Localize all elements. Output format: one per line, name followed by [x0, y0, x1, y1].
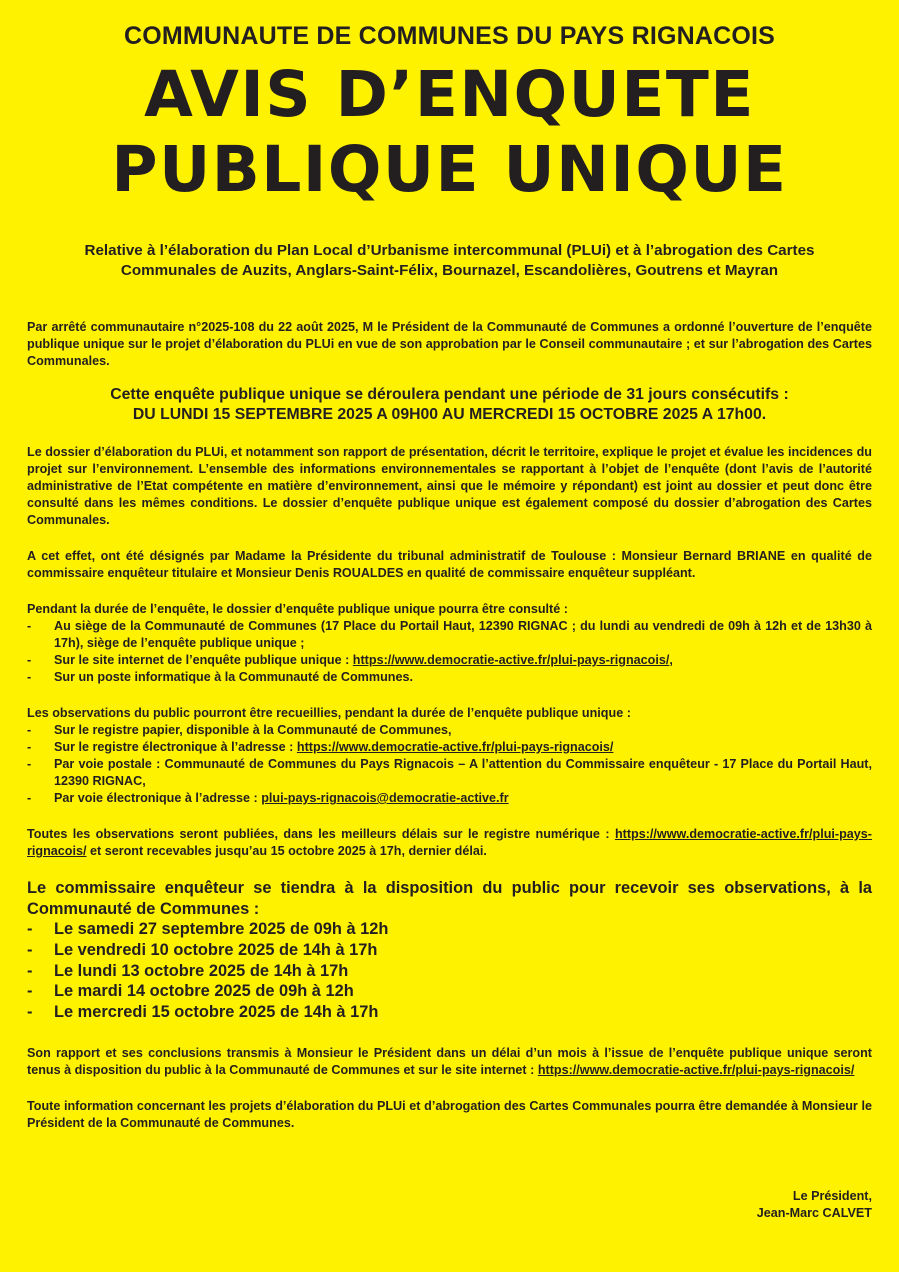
list-dash: - [27, 982, 33, 1001]
consultation-website-suffix: , [669, 653, 673, 667]
publication-link[interactable]: https://www.democratie-active.fr/plui-pays-rignacois/ [27, 827, 872, 858]
period-line-1: Cette enquête publique unique se déroulera pendant une période de 31 jours consécutifs : [110, 386, 789, 403]
consultation-item-computer: Sur un poste informatique à la Communauté de Communes. [54, 670, 413, 684]
title-line-2: PUBLIQUE UNIQUE [111, 133, 788, 206]
list-dash: - [27, 920, 33, 938]
consultation-intro: Pendant la durée de l’enquête, le dossier d’enquête publique unique pourra être consulté : [27, 602, 568, 616]
consultation-section [27, 601, 872, 686]
list-item [27, 669, 872, 686]
period-line-2: DU LUNDI 15 SEPTEMBRE 2025 A 09H00 AU MERCREDI 15 OCTOBRE 2025 A 17h00. [132, 406, 767, 423]
permanence-item [27, 981, 872, 1002]
list-item [27, 756, 872, 790]
consultation-website-link[interactable]: https://www.democratie-active.fr/plui-pays-rignacois/ [352, 653, 670, 667]
consultation-website-label: Sur le site internet de l’enquête publique unique : [54, 653, 353, 667]
list-item [27, 739, 872, 756]
observations-intro: Les observations du public pourront être recueillies, pendant la durée de l’enquête publique unique : [27, 706, 631, 720]
consultation-item-website [54, 652, 872, 669]
intro-paragraph: Par arrêté communautaire n°2025-108 du 22 août 2025, M le Président de la Communauté de Communes a ordonné l’ouverture de l’enquête publique unique sur le projet d’élaboration du PLUi en vue de son approbation par le Conseil communautaire ; et sur l’abrogation des Cartes Communales. [27, 320, 872, 368]
list-item [27, 722, 872, 739]
electronic-register-label: Sur le registre électronique à l’adresse : [54, 740, 297, 754]
permanence-date: Le mardi 14 octobre 2025 de 09h à 12h [54, 982, 354, 1001]
information-paragraph: Toute information concernant les projets d’élaboration du PLUi et d’abrogation des Cartes Communales pourra être demandée à Monsieur le Président de la Communauté de Communes. [27, 1098, 872, 1130]
list-dash: - [27, 670, 32, 684]
subtitle-line-1: Relative à l’élaboration du Plan Local d’Urbanisme intercommunal (PLUi) et à l’abrogation des Cartes [84, 242, 815, 259]
email-link[interactable]: plui-pays-rignacois@democratie-active.fr [261, 791, 509, 805]
consultation-item-seat: Au siège de la Communauté de Communes (17 Place du Portail Haut, 12390 RIGNAC ; du lundi au vendredi de 09h à 12h et de 13h30 à 17h), siège de l’enquête publique unique ; [54, 619, 872, 650]
observations-item-email [54, 790, 872, 807]
report-text: Son rapport et ses conclusions transmis à Monsieur le Président dans un délai d’un mois à l’issue de l’enquête publique unique seront tenus à disposition du public à la Communauté de Communes et sur le site internet : [27, 1045, 872, 1077]
list-dash: - [27, 740, 32, 754]
permanence-date: Le mercredi 15 octobre 2025 de 14h à 17h [54, 1003, 379, 1022]
list-dash: - [27, 961, 33, 980]
email-label: Par voie électronique à l’adresse : [54, 791, 262, 805]
commissioners-paragraph: A cet effet, ont été désignés par Madame la Présidente du tribunal administratif de Toulouse : Monsieur Bernard BRIANE en qualité de commissaire enquêteur titulaire et Monsieur Denis ROUALDES en qualité de commissaire enquêteur suppléant. [27, 549, 872, 580]
observations-item-postal: Par voie postale : Communauté de Communes du Pays Rignacois – A l’attention du Commissaire enquêteur - 17 Place du Portail Haut, 12390 RIGNAC, [54, 757, 872, 788]
dossier-paragraph: Le dossier d’élaboration du PLUi, et notamment son rapport de présentation, décrit le territoire, explique le projet et évalue les incidences du projet sur l’environnement. L’ensemble des informations environnementales se rapportant à l’objet de l’enquête (dont l’avis de l’autorité administrative de l’Etat compétente en matière d’environnement, ainsi que le mémoire y répondant) est joint au dossier et peut donc être consulté dans les mêmes conditions. Le dossier d’enquête publique unique est également composé du dossier d’abrogation des Cartes Communales. [27, 445, 872, 527]
list-dash: - [27, 653, 32, 667]
subtitle-line-2: Communales de Auzits, Anglars-Saint-Félix, Bournazel, Escandolières, Goutrens et Mayran [120, 262, 779, 279]
list-item [27, 790, 872, 807]
title-line-1: AVIS D’ENQUETE [144, 58, 755, 131]
list-dash: - [27, 940, 33, 959]
list-dash: - [27, 1003, 33, 1022]
list-item [27, 618, 872, 652]
notice-title [27, 57, 872, 207]
observations-item-paper: Sur le registre papier, disponible à la Communauté de Communes, [54, 723, 452, 737]
observations-item-electronic-register [54, 739, 872, 756]
permanence-item [27, 961, 872, 982]
report-link[interactable]: https://www.democratie-active.fr/plui-pays-rignacois/ [537, 1062, 855, 1077]
signature-role: Le Président, [792, 1189, 872, 1203]
publication-text: Toutes les observations seront publiées, dans les meilleurs délais sur le registre numérique : [27, 827, 615, 841]
permanence-item [27, 1002, 872, 1023]
publication-paragraph [27, 826, 872, 860]
list-dash: - [27, 791, 32, 805]
signature-block [757, 1188, 872, 1222]
permanence-date: Le vendredi 10 octobre 2025 de 14h à 17h [54, 940, 378, 959]
list-dash: - [27, 619, 32, 633]
report-paragraph [27, 1045, 872, 1079]
permanence-item [27, 940, 872, 961]
notice-subtitle [27, 241, 872, 281]
permanence-date: Le lundi 13 octobre 2025 de 14h à 17h [54, 961, 349, 980]
signature-name: Jean-Marc CALVET [756, 1206, 872, 1220]
permanence-date: Le samedi 27 septembre 2025 de 09h à 12h [54, 920, 389, 938]
electronic-register-link[interactable]: https://www.democratie-active.fr/plui-pays-rignacois/ [296, 740, 614, 754]
list-item [27, 652, 872, 669]
list-dash: - [27, 723, 32, 737]
permanences-list [27, 919, 872, 1023]
observations-section [27, 705, 872, 807]
inquiry-period [27, 385, 872, 425]
permanences-section [27, 878, 872, 1023]
list-dash: - [27, 757, 32, 771]
organization-name: COMMUNAUTE DE COMMUNES DU PAYS RIGNACOIS [123, 22, 776, 50]
permanence-item [27, 919, 872, 940]
permanences-intro: Le commissaire enquêteur se tiendra à la disposition du public pour recevoir ses observations, à la Communauté de Communes : [27, 879, 872, 918]
publication-deadline: et seront recevables jusqu’au 15 octobre 2025 à 17h, dernier délai. [86, 844, 487, 858]
